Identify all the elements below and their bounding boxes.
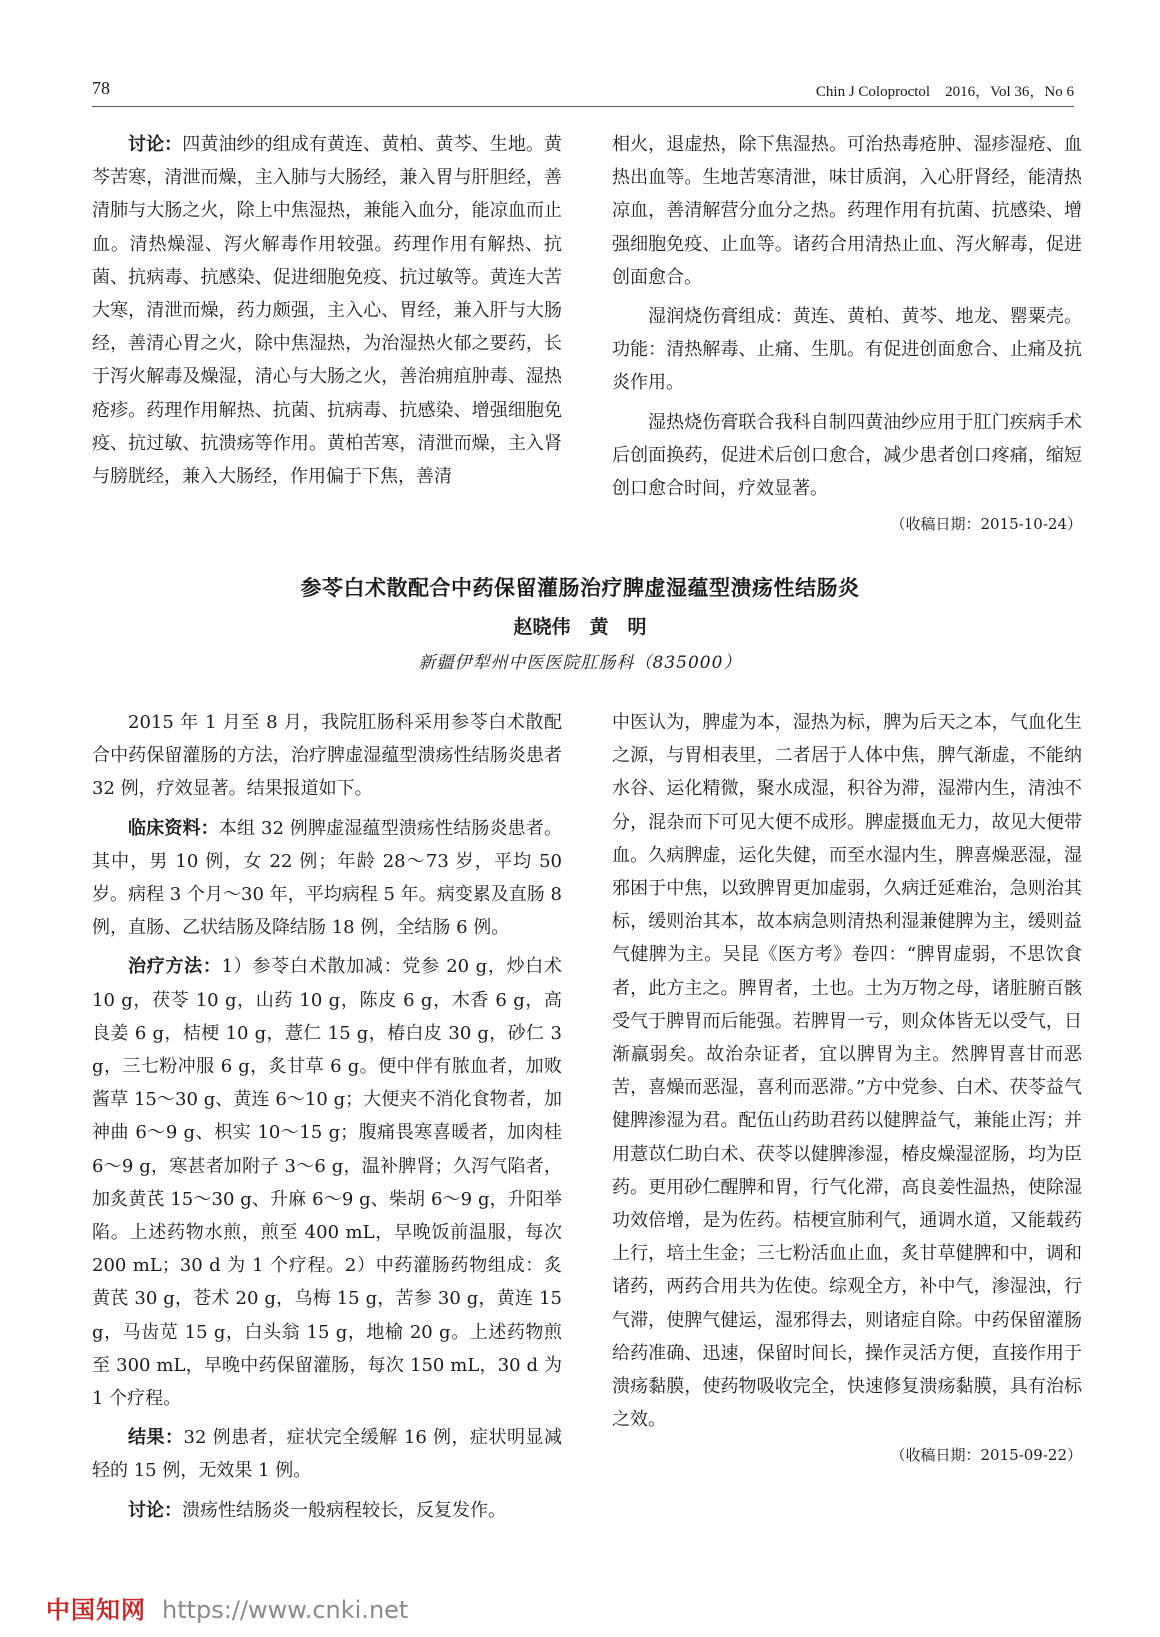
prev-received-date: （收稿日期：2015-10-24）: [890, 515, 1082, 534]
prev-article-column-right: [612, 128, 1082, 537]
prev-paragraph-ointment: 湿润烧伤膏组成：黄连、黄柏、黄芩、地龙、罂粟壳。功能：清热解毒、止痛、生肌。有促进创面愈合、止痛及抗炎作用。: [612, 306, 1082, 394]
cnki-url: https://www.cnki.net: [162, 1596, 409, 1624]
prev-paragraph-continued: 相火，退虚热，除下焦湿热。可治热毒疮肿、湿疹湿疮、血热出血等。生地苦寒清泄，味甘质润，入心肝肾经，能清热凉血，善清解营分血分之热。药理作用有抗菌、抗感染、增强细胞免疫、止血等。诸药合用清热止血、泻火解毒，促进创面愈合。: [612, 134, 1082, 288]
discussion-lead: 讨论：: [128, 1499, 182, 1521]
article-authors: 赵晓伟 黄 明: [513, 616, 647, 638]
article-title: 参苓白术散配合中药保留灌肠治疗脾虚湿蕴型溃疡性结肠炎: [300, 576, 860, 600]
header-divider: [92, 106, 1074, 107]
clinical-data-text: 本组 32 例脾虚湿蕴型溃疡性结肠炎患者。其中，男 10 例，女 22 例；年龄 28～73 岁，平均 50 岁。病程 3 个月～30 年，平均病程 5 年。病变累及直肠 8 例，直肠、乙状结肠及降结肠 18 例，全结肠 6 例。: [92, 817, 562, 939]
page-number: 78: [92, 78, 110, 98]
cnki-watermark: [46, 1590, 408, 1625]
article-column-left: [92, 706, 562, 1527]
discussion-continued-paragraph: 中医认为，脾虚为本，湿热为标，脾为后天之本，气血化生之源，与胃相表里，二者居于人体中焦，脾气渐虚，不能纳水谷、运化精微，聚水成湿，积谷为滞，湿滞内生，清浊不分，混杂而下可见大便不成形。脾虚摄血无力，故见大便带血。久病脾虚，运化失健，而至水湿内生，脾喜燥恶湿，湿邪困于中焦，以致脾胃更加虚弱，久病迁延难治，急则治其标，缓则治其本，故本病急则清热利湿兼健脾为主，缓则益气健脾为主。吴昆《医方考》卷四：“脾胃虚弱，不思饮食者，此方主之。脾胃者，土也。土为万物之母，诸脏腑百骸受气于脾胃而后能强。若脾胃一亏，则众体皆无以受气，日渐羸弱矣。故治杂证者，宜以脾胃为主。然脾胃喜甘而恶苦，喜燥而恶湿，喜利而恶滞。”方中党参、白术、茯苓益气健脾渗湿为君。配伍山药助君药以健脾益气，兼能止泻；并用薏苡仁助白术、茯苓以健脾渗湿，椿皮燥湿涩肠，均为臣药。更用砂仁醒脾和胃，行气化滞，高良姜性温热，使除湿功效倍增，是为佐药。桔梗宣肺利气，通调水道，又能载药上行，培土生金；三七粉活血止血，炙甘草健脾和中，调和诸药，两药合用共为佐使。综观全方，补中气，渗湿浊，行气滞，使脾气健运，湿邪得去，则诸症自除。中药保留灌肠给药准确、迅速，保留时间长，操作灵活方便，直接作用于溃疡黏膜，使药物吸收完全，快速修复溃疡黏膜，具有治标之效。: [612, 712, 1082, 1431]
clinical-data-lead: 临床资料：: [128, 817, 219, 839]
treatment-method-paragraph: [92, 950, 562, 1415]
discussion-text: 溃疡性结肠炎一般病程较长，反复发作。: [182, 1499, 506, 1521]
result-text: 32 例患者，症状完全缓解 16 例，症状明显减轻的 15 例，无效果 1 例。: [92, 1427, 563, 1482]
discussion-paragraph: [92, 1494, 562, 1527]
article-affiliation: 新疆伊犁州中医医院肛肠科（835000）: [418, 653, 742, 673]
treatment-method-lead: 治疗方法：: [128, 956, 222, 978]
result-lead: 结果：: [128, 1427, 184, 1449]
prev-discussion-text: 四黄油纱的组成有黄连、黄柏、黄芩、生地。黄芩苦寒，清泄而燥，主入肺与大肠经，兼入胃与肝胆经，善清肺与大肠之火，除上中焦湿热，兼能入血分，能凉血而止血。清热燥湿、泻火解毒作用较强。药理作用有解热、抗菌、抗病毒、抗感染、促进细胞免疫、抗过敏等。黄连大苦大寒，清泄而燥，药力颇强，主入心、胃经，兼入肝与大肠经，善清心胃之火，除中焦湿热，为治湿热火郁之要药，长于泻火解毒及燥湿，清心与大肠之火，善治痈疽肿毒、湿热疮疹。药理作用解热、抗菌、抗病毒、抗感染、增强细胞免疫、抗过敏、抗溃疡等作用。黄柏苦寒，清泄而燥，主入肾与膀胱经，兼入大肠经，作用偏于下焦，善清: [92, 134, 563, 488]
intro-paragraph: 2015 年 1 月至 8 月，我院肛肠科采用参苓白术散配合中药保留灌肠的方法，治疗脾虚湿蕴型溃疡性结肠炎患者 32 例，疗效显著。结果报道如下。: [92, 712, 562, 800]
treatment-method-text: 1）参苓白术散加减：党参 20 g，炒白术 10 g，茯苓 10 g，山药 10 g，陈皮 6 g，木香 6 g，高良姜 6 g，桔梗 10 g，薏仁 15 g，椿白皮 30 g，砂仁 3 g，三七粉冲服 6 g，炙甘草 6 g。便中伴有脓血者，加败酱草 15～30 g、黄连 6～10 g；大便夹不消化食物者，加神曲 6～9 g、枳实 10～15 g；腹痛畏寒喜暖者，加肉桂 6～9 g，寒甚者加附子 3～6 g，温补脾肾；久泻气陷者，加炙黄芪 15～30 g、升麻 6～9 g、柴胡 6～9 g，升阳举陷。上述药物水煎，煎至 400 mL，早晚饭前温服，每次 200 mL；30 d 为 1 个疗程。2）中药灌肠药物组成：炙黄芪 30 g，苍术 20 g，乌梅 15 g，苦参 30 g，黄连 15 g，马齿苋 15 g，白头翁 15 g，地榆 20 g。上述药物煎至 300 mL，早晚中药保留灌肠，每次 150 mL，30 d 为 1 个疗程。: [92, 956, 562, 1410]
article-column-right: [612, 706, 1082, 1468]
clinical-data-paragraph: [92, 812, 562, 945]
received-date: （收稿日期：2015-09-22）: [890, 1446, 1082, 1465]
prev-paragraph-conclusion: 湿热烧伤膏联合我科自制四黄油纱应用于肛门疾病手术后创面换药，促进术后创口愈合，减少患者创口疼痛，缩短创口愈合时间，疗效显著。: [612, 411, 1082, 500]
result-paragraph: [92, 1421, 562, 1487]
prev-article-column-left: [92, 128, 562, 493]
journal-running-header: Chin J Coloproctol 2016，Vol 36，No 6: [815, 84, 1074, 100]
prev-discussion-paragraph: [92, 128, 562, 493]
prev-discussion-lead: 讨论：: [128, 134, 183, 155]
cnki-brand-logo: 中国知网: [46, 1596, 146, 1624]
